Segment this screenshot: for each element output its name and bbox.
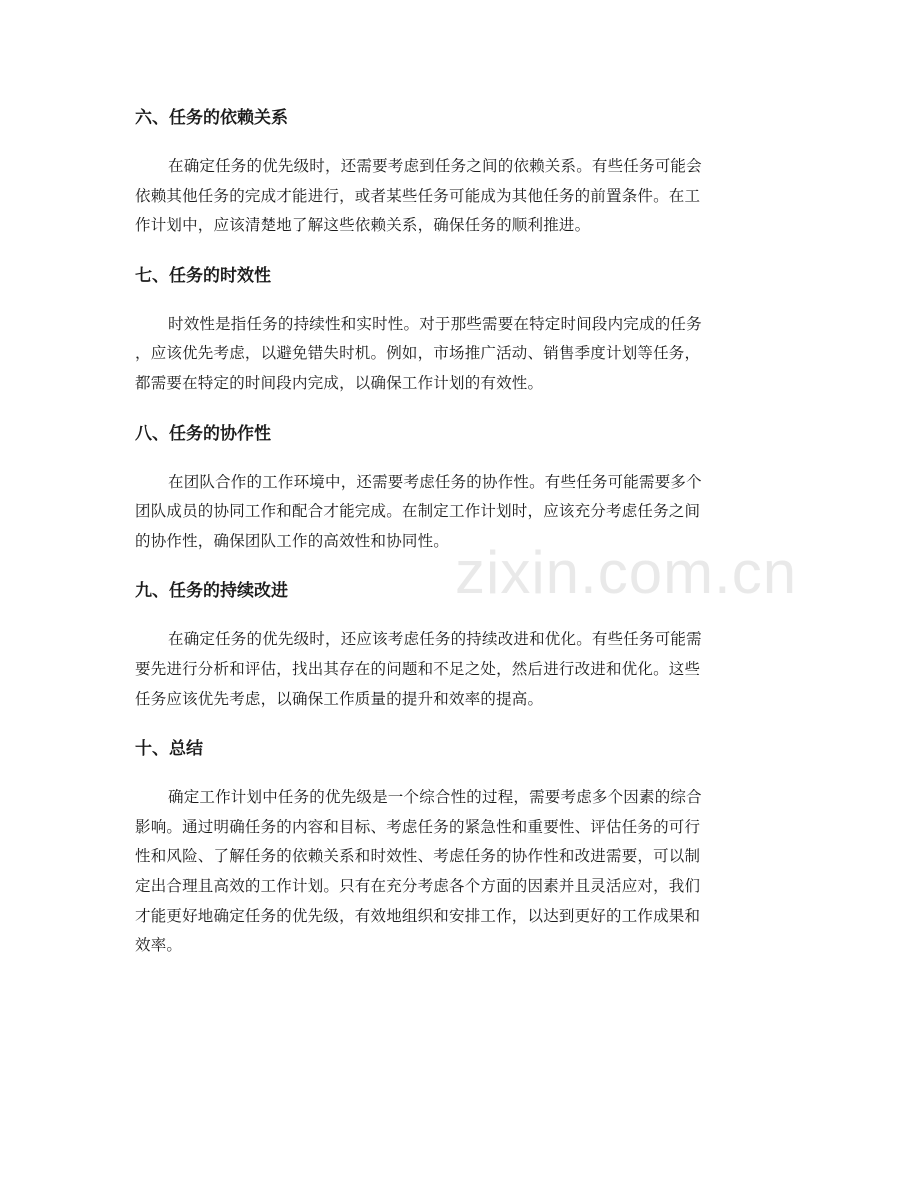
paragraph-line: 都需要在特定的时间段内完成，以确保工作计划的有效性。 bbox=[135, 373, 544, 392]
section-paragraph bbox=[135, 783, 785, 961]
paragraph-line: 才能更好地确定任务的优先级，有效地组织和安排工作，以达到更好的工作成果和 bbox=[135, 906, 701, 925]
section-timeliness bbox=[135, 262, 785, 399]
section-heading: 六、任务的依赖关系 bbox=[135, 108, 288, 128]
document-content bbox=[135, 104, 785, 982]
paragraph-line: 定出合理且高效的工作计划。只有在充分考虑各个方面的因素并且灵活应对，我们 bbox=[135, 876, 701, 895]
paragraph-line: 作计划中，应该清楚地了解这些依赖关系，确保任务的顺利推进。 bbox=[135, 216, 591, 235]
section-collaboration bbox=[135, 420, 785, 557]
paragraph-line: 性和风险、了解任务的依赖关系和时效性、考虑任务的协作性和改进需要，可以制 bbox=[135, 847, 701, 866]
section-heading: 八、任务的协作性 bbox=[135, 423, 271, 444]
paragraph-line: 影响。通过明确任务的内容和目标、考虑任务的紧急性和重要性、评估任务的可行 bbox=[135, 817, 701, 836]
paragraph-line: 时效性是指任务的持续性和实时性。对于那些需要在特定时间段内完成的任务 bbox=[168, 314, 702, 333]
section-heading: 九、任务的持续改进 bbox=[135, 581, 288, 602]
paragraph-line: 在确定任务的优先级时，还应该考虑任务的持续改进和优化。有些任务可能需 bbox=[168, 630, 702, 649]
section-paragraph bbox=[135, 468, 785, 557]
paragraph-line: 确定工作计划中任务的优先级是一个综合性的过程，需要考虑多个因素的综合 bbox=[168, 788, 702, 807]
section-heading: 十、总结 bbox=[135, 739, 203, 760]
paragraph-line: 在确定任务的优先级时，还需要考虑到任务之间的依赖关系。有些任务可能会 bbox=[168, 157, 702, 175]
paragraph-line: 效率。 bbox=[135, 936, 183, 955]
paragraph-line: 在团队合作的工作环境中，还需要考虑任务的协作性。有些任务可能需要多个 bbox=[168, 472, 702, 491]
section-paragraph bbox=[135, 625, 785, 714]
section-paragraph bbox=[135, 310, 785, 399]
paragraph-line: ，应该优先考虑，以避免错失时机。例如，市场推广活动、销售季度计划等任务， bbox=[135, 344, 701, 363]
section-heading: 七、任务的时效性 bbox=[135, 265, 271, 286]
paragraph-line: 依赖其他任务的完成才能进行，或者某些任务可能成为其他任务的前置条件。在工 bbox=[135, 186, 701, 205]
section-dependencies bbox=[135, 104, 785, 241]
paragraph-line: 任务应该优先考虑，以确保工作质量的提升和效率的提高。 bbox=[135, 689, 544, 708]
watermark: zixin.com.cn bbox=[455, 539, 798, 606]
paragraph-line: 要先进行分析和评估，找出其存在的问题和不足之处，然后进行改进和优化。这些 bbox=[135, 659, 701, 678]
section-paragraph bbox=[135, 152, 785, 241]
section-continuous-improvement bbox=[135, 577, 785, 714]
paragraph-line: 的协作性，确保团队工作的高效性和协同性。 bbox=[135, 531, 450, 550]
section-summary bbox=[135, 735, 785, 961]
paragraph-line: 团队成员的协同工作和配合才能完成。在制定工作计划时，应该充分考虑任务之间 bbox=[135, 502, 701, 521]
